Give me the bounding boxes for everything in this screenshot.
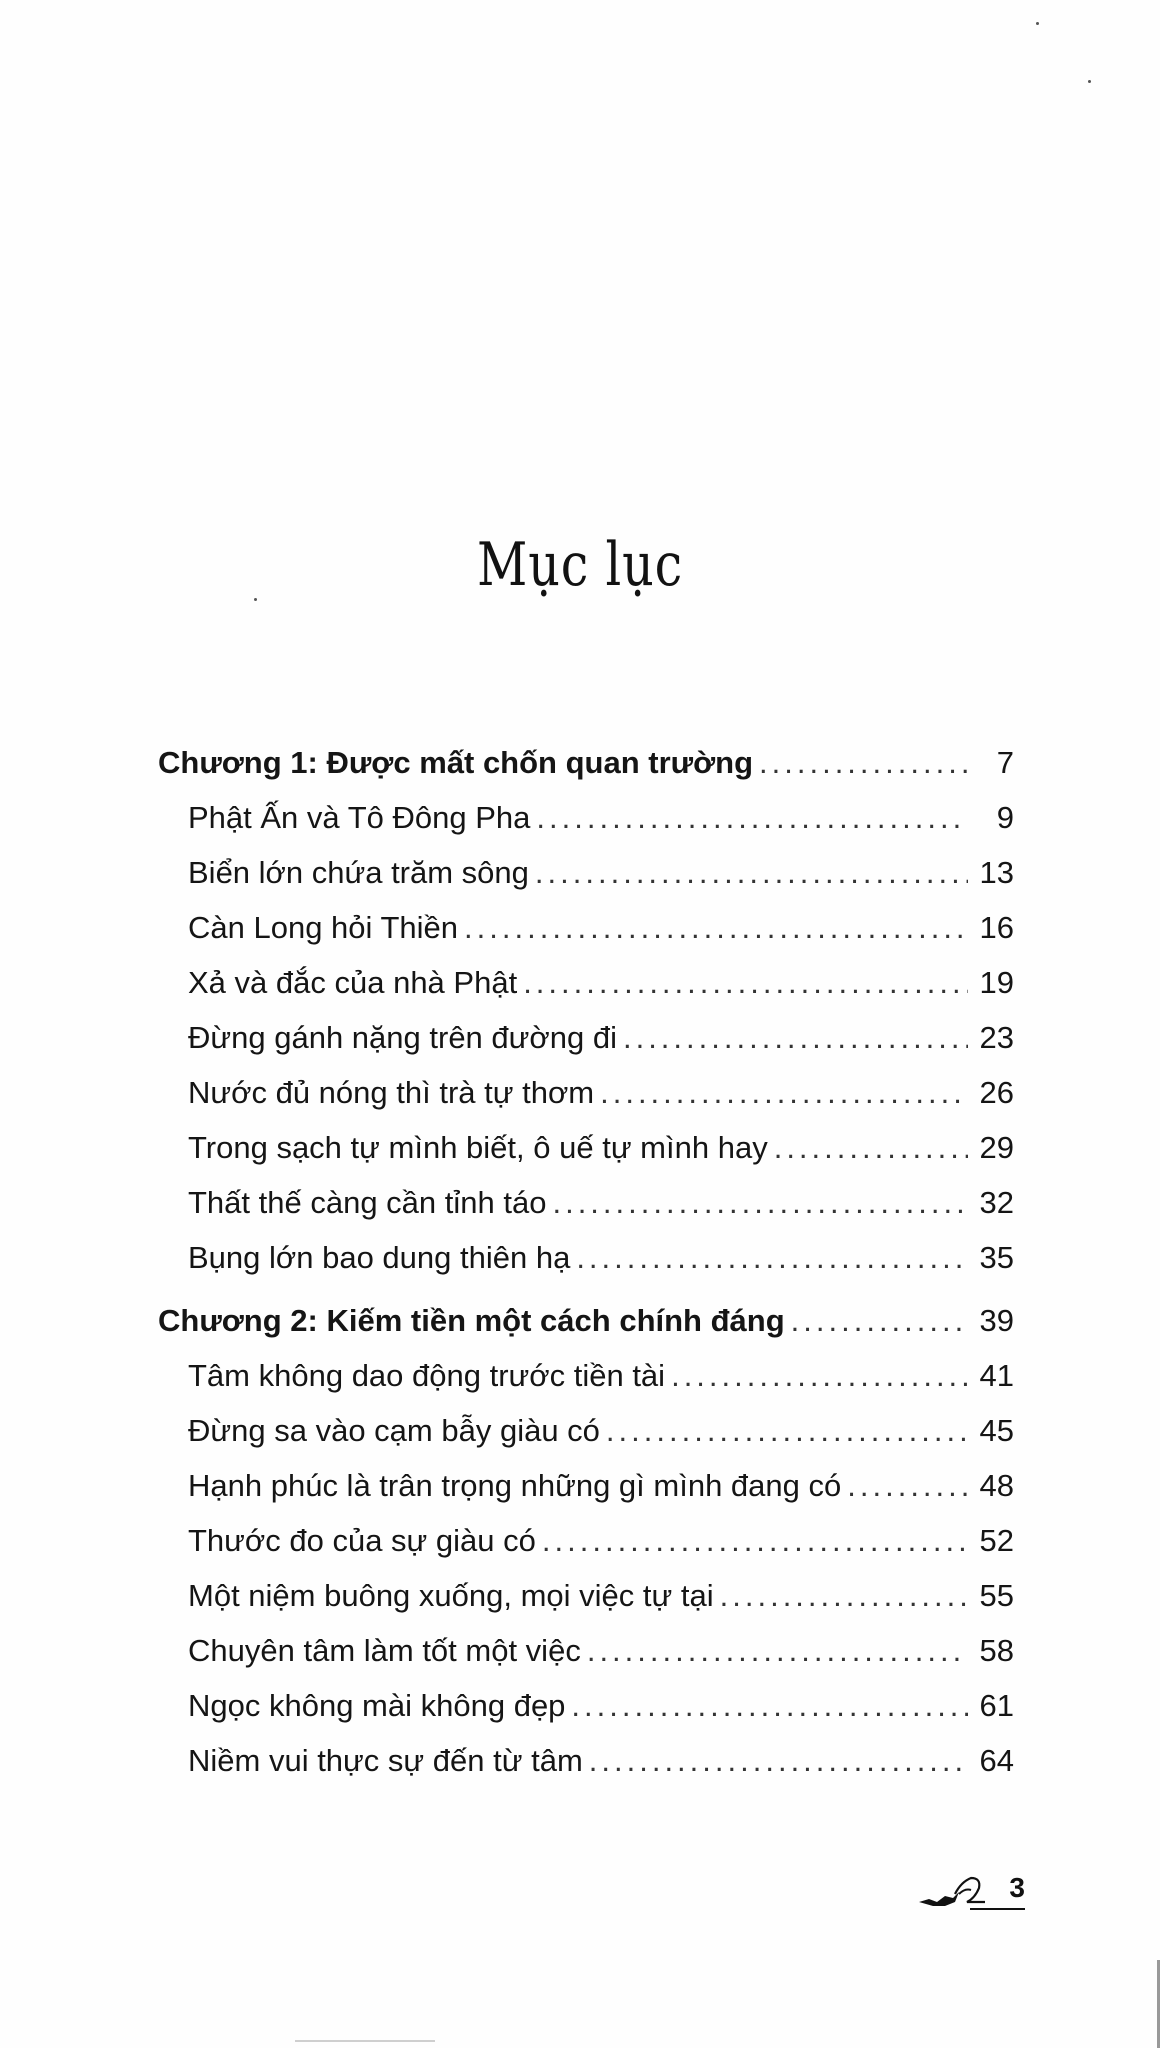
dot-leader <box>847 1468 968 1504</box>
entry-page-number: 13 <box>979 855 1014 890</box>
scan-artifact-line <box>295 2040 435 2042</box>
entry-title: Bụng lớn bao dung thiên hạ <box>188 1240 571 1275</box>
toc-entry[interactable] <box>158 1413 1014 1468</box>
entry-title: Phật Ấn và Tô Đông Pha <box>188 800 531 835</box>
entry-page-number: 9 <box>996 800 1014 835</box>
entry-title: Đừng gánh nặng trên đường đi <box>188 1020 617 1055</box>
page-number: 3 <box>1009 1872 1025 1903</box>
toc-entry[interactable] <box>158 1020 1014 1075</box>
entry-title: Một niệm buông xuống, mọi việc tự tại <box>188 1578 714 1613</box>
entry-title: Chuyên tâm làm tốt một việc <box>188 1633 581 1668</box>
folio-underline <box>970 1908 1025 1910</box>
page-folio <box>915 1872 1025 1922</box>
scan-speck <box>1036 22 1039 25</box>
toc-entry[interactable] <box>158 1688 1014 1743</box>
entry-title: Ngọc không mài không đẹp <box>188 1688 566 1723</box>
toc-entry[interactable] <box>158 1523 1014 1578</box>
entry-title: Đừng sa vào cạm bẫy giàu có <box>188 1413 600 1448</box>
scan-speck <box>1088 80 1091 83</box>
dot-leader <box>623 1020 968 1056</box>
page-title: Mục lục <box>477 530 683 600</box>
dot-leader <box>720 1578 968 1614</box>
dot-leader <box>542 1523 968 1559</box>
entry-title: Biển lớn chứa trăm sông <box>188 855 529 890</box>
dot-leader <box>536 800 968 836</box>
entry-page-number: 41 <box>979 1358 1014 1393</box>
entry-page-number: 32 <box>979 1185 1014 1220</box>
entry-page-number: 26 <box>979 1075 1014 1110</box>
entry-title: Niềm vui thực sự đến từ tâm <box>188 1743 583 1778</box>
dot-leader <box>535 855 968 891</box>
ink-brush-ornament-icon <box>915 1872 985 1912</box>
entry-title: Thước đo của sự giàu có <box>188 1523 536 1558</box>
entry-title: Xả và đắc của nhà Phật <box>188 965 518 1000</box>
entry-title: Càn Long hỏi Thiền <box>188 910 459 945</box>
toc-entry[interactable] <box>158 1743 1014 1798</box>
entry-page-number: 35 <box>979 1240 1014 1275</box>
dot-leader <box>759 745 968 781</box>
entry-page-number: 16 <box>979 910 1014 945</box>
dot-leader <box>587 1633 968 1669</box>
toc-entry[interactable] <box>158 1130 1014 1185</box>
toc-entry[interactable] <box>158 1358 1014 1413</box>
toc-entry[interactable] <box>158 965 1014 1020</box>
toc-entry[interactable] <box>158 1633 1014 1688</box>
dot-leader <box>589 1743 968 1779</box>
dot-leader <box>791 1303 968 1339</box>
chapter-page-number: 7 <box>996 745 1014 780</box>
toc-entry[interactable] <box>158 910 1014 965</box>
entry-title: Thất thế càng cần tỉnh táo <box>188 1185 547 1220</box>
dot-leader <box>464 910 968 946</box>
dot-leader <box>576 1240 968 1276</box>
table-of-contents <box>158 745 1014 1798</box>
entry-page-number: 58 <box>979 1633 1014 1668</box>
entry-title: Tâm không dao động trước tiền tài <box>188 1358 666 1393</box>
toc-entry[interactable] <box>158 1185 1014 1240</box>
toc-entry[interactable] <box>158 1578 1014 1633</box>
dot-leader <box>552 1185 968 1221</box>
toc-entry[interactable] <box>158 1240 1014 1295</box>
entry-page-number: 52 <box>979 1523 1014 1558</box>
entry-page-number: 55 <box>979 1578 1014 1613</box>
entry-page-number: 19 <box>979 965 1014 1000</box>
entry-page-number: 64 <box>979 1743 1014 1778</box>
toc-chapter-1[interactable] <box>158 745 1014 800</box>
chapter-title: Chương 1: Được mất chốn quan trường <box>158 745 754 780</box>
dot-leader <box>571 1688 968 1724</box>
toc-entry[interactable] <box>158 1075 1014 1130</box>
entry-title: Hạnh phúc là trân trọng những gì mình đang có <box>188 1468 842 1503</box>
toc-chapter-2[interactable] <box>158 1303 1014 1358</box>
toc-entry[interactable] <box>158 800 1014 855</box>
entry-title: Trong sạch tự mình biết, ô uế tự mình hay <box>188 1130 768 1165</box>
dot-leader <box>523 965 968 1001</box>
entry-page-number: 45 <box>979 1413 1014 1448</box>
dot-leader <box>600 1075 968 1111</box>
dot-leader <box>606 1413 968 1449</box>
entry-page-number: 48 <box>979 1468 1014 1503</box>
chapter-page-number: 39 <box>979 1303 1014 1338</box>
chapter-title: Chương 2: Kiếm tiền một cách chính đáng <box>158 1303 785 1338</box>
toc-entry[interactable] <box>158 1468 1014 1523</box>
entry-title: Nước đủ nóng thì trà tự thơm <box>188 1075 595 1110</box>
entry-page-number: 23 <box>979 1020 1014 1055</box>
toc-entry[interactable] <box>158 855 1014 910</box>
dot-leader <box>774 1130 968 1166</box>
entry-page-number: 61 <box>979 1688 1014 1723</box>
entry-page-number: 29 <box>979 1130 1014 1165</box>
dot-leader <box>671 1358 968 1394</box>
